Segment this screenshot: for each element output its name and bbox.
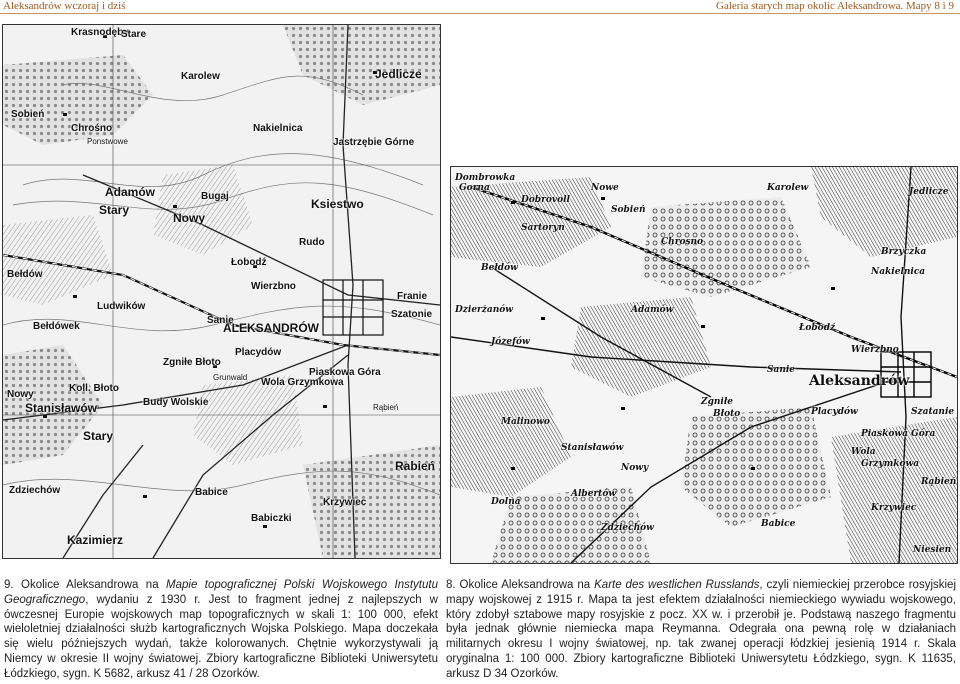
header-rule (0, 13, 960, 14)
map8-label: Malinowo (501, 417, 550, 427)
map9-label: Stanisławów (25, 401, 98, 415)
map9-label: Stary (83, 429, 114, 443)
map8-label: Krzywiec (871, 503, 917, 513)
map9-label: Zgniłe Błoto (163, 357, 221, 368)
map9-label: Bełdów (7, 269, 43, 280)
map8-label: Bełdów (481, 263, 518, 273)
map9-label: Zdziechów (9, 485, 61, 496)
map9-label: Rudo (299, 237, 325, 248)
map9-label: Budy Wolskie (143, 397, 209, 408)
map8-label: Szatanie (911, 407, 955, 417)
map9-label: Ponstwowe (87, 137, 128, 146)
caption-number: 8. (446, 579, 456, 591)
map8-label: Sanie (767, 365, 796, 375)
map9-label: Nakielnica (253, 123, 303, 134)
map8-label: Wola (851, 447, 876, 457)
map8-label: Brzyczka (881, 247, 927, 257)
map8-label: Grzymkowa (861, 459, 920, 469)
map8-label: Sobień (611, 205, 646, 215)
map9-label: Koll. Błoto (69, 383, 119, 394)
map9-label: Szatonie (391, 309, 433, 320)
map8-label: Karolew (767, 183, 809, 193)
map9-label: Piaskowa Góra (309, 367, 381, 378)
map9-label: Babice (195, 487, 228, 498)
map9-label: Rąbień (373, 403, 399, 412)
map8-label: Piaskowa Góra (861, 429, 936, 439)
map9-label: Krasnodęby (71, 27, 129, 38)
map9-label: Karolew (181, 71, 220, 82)
map8-label: Albertów (571, 489, 617, 499)
map-figure-9 (2, 24, 441, 559)
map8-label: Gorna (459, 183, 490, 193)
map9-label: Chrośno (71, 123, 113, 134)
map8-label: Niesien (913, 545, 952, 555)
map8-label: Dolna (491, 497, 521, 507)
map9-label: Łobodź (231, 257, 267, 268)
map9-label: Ksiestwo (311, 197, 364, 211)
map8-label: Dombrowka (455, 173, 516, 183)
map9-label: Placydów (235, 347, 282, 358)
book-title: Aleksandrów wczoraj i dziś (3, 0, 126, 12)
map9-label: Grunwald (213, 373, 248, 382)
map8-label: Zdziechów (601, 523, 654, 533)
map8-town-label: Aleksandrów (809, 373, 910, 389)
map9-label: Bełdówek (33, 321, 80, 332)
map8-label: Nowy (621, 463, 649, 473)
map8-label: Zgniłe (701, 397, 734, 407)
caption-figure-9 (4, 578, 438, 682)
map9-label: Sobień (11, 109, 45, 120)
caption-map-title: Mapie topograficznej Polski Wojskowego Instytutu Geograficznego (4, 579, 438, 606)
map8-label: Jedlicze (909, 187, 949, 197)
map8-label: Dzierżanów (455, 305, 514, 315)
map9-label: Ludwików (97, 301, 146, 312)
map9-label: Jastrzębie Górne (333, 137, 415, 148)
map9-label: Nowy (7, 389, 34, 400)
map8-label: Rąbień (921, 477, 957, 487)
map9-label: Bugaj (201, 191, 229, 202)
map9-label: Sanie (207, 315, 234, 326)
map8-label: Wierzbno (851, 345, 899, 355)
map-9-drawing (3, 25, 440, 558)
map9-label: Wola Grzymkowa (261, 377, 344, 388)
map8-label: Błoto (713, 409, 741, 419)
caption-figure-8 (446, 578, 956, 682)
map9-label: Jedlicze (375, 67, 422, 81)
map8-label: Nakielnica (871, 267, 926, 277)
map8-label: Nowe (591, 183, 619, 193)
map8-label: Sartoryn (521, 223, 565, 233)
page-header (0, 0, 960, 14)
map8-label: Adamów (631, 305, 674, 315)
map9-label: Franie (397, 291, 428, 302)
map9-label: Nowy (173, 211, 206, 225)
map8-label: Chrosno (661, 237, 704, 247)
caption-intro: Okolice Aleksandrowa na (21, 579, 159, 591)
caption-body: , wydaniu z 1930 r. Jest to fragment jednej z najlepszych w ówczesnej Europie wojskowych map topograficznych w skali 1: 100 000, efekt wieloletniej działalności służb kartograficznych Wojska Polskiego. Mapa doczekała się wielu późniejszych wydań, także kolorowanych. Chętnie wykorzystywali ją Niemcy w okresie II wojny światowej. Zbiory kartograficzne Biblioteki Uniwersytetu Łódzkiego, sygn. K 5682, arkusz 41 / 28 Ozorków. (4, 593, 438, 680)
caption-intro: Okolice Aleksandrowa na (459, 579, 591, 591)
caption-body: , czyli niemieckiej przerobce rosyjskiej mapy wojskowej z 1915 r. Mapa ta jest efektem działalności niemieckiego wywiadu wojskowego, który zdobył sztabowe mapy rosyjskie z pocz. XX w. i przerobił je. Podstawą naszego fragmentu była jednak głównie niemiecka mapa Reymanna. Odegrała ona pewną rolę w działaniach militarnych okresu I wojny światowej, np. tak zwanej operacji łódzkiej jesienią 1914 r. Skala oryginalna 1: 100 000. Zbiory kartograficzne Biblioteki Uniwersytetu Łódzkiego, sygn. K 11635, arkusz D 34 Ozorków. (446, 579, 956, 680)
map9-label: Adamów (105, 185, 156, 199)
map9-label: Stare (121, 29, 147, 40)
caption-number: 9. (4, 579, 14, 591)
map9-label: Rabień (395, 459, 436, 473)
map9-town-label: ALEKSANDRÓW (223, 321, 319, 335)
map8-label: Stanisławów (561, 443, 624, 453)
map8-label: Placydów (811, 407, 858, 417)
map9-label: Stary (99, 203, 130, 217)
map9-label: Babiczki (251, 513, 292, 524)
map9-label: Kazimierz (67, 533, 124, 547)
gallery-title: Galeria starych map okolic Aleksandrowa. Mapy 8 i 9 (716, 0, 954, 12)
map8-label: Józefów (491, 337, 530, 347)
map8-label: Babice (761, 519, 796, 529)
map-figure-8 (450, 166, 958, 564)
map8-label: Łobodź (799, 323, 836, 333)
map9-label: Krzywiec (323, 497, 367, 508)
map8-label: Dobrovoll (521, 195, 570, 205)
map9-label: Wierzbno (251, 281, 296, 292)
caption-map-title: Karte des westlichen Russlands (594, 579, 760, 591)
